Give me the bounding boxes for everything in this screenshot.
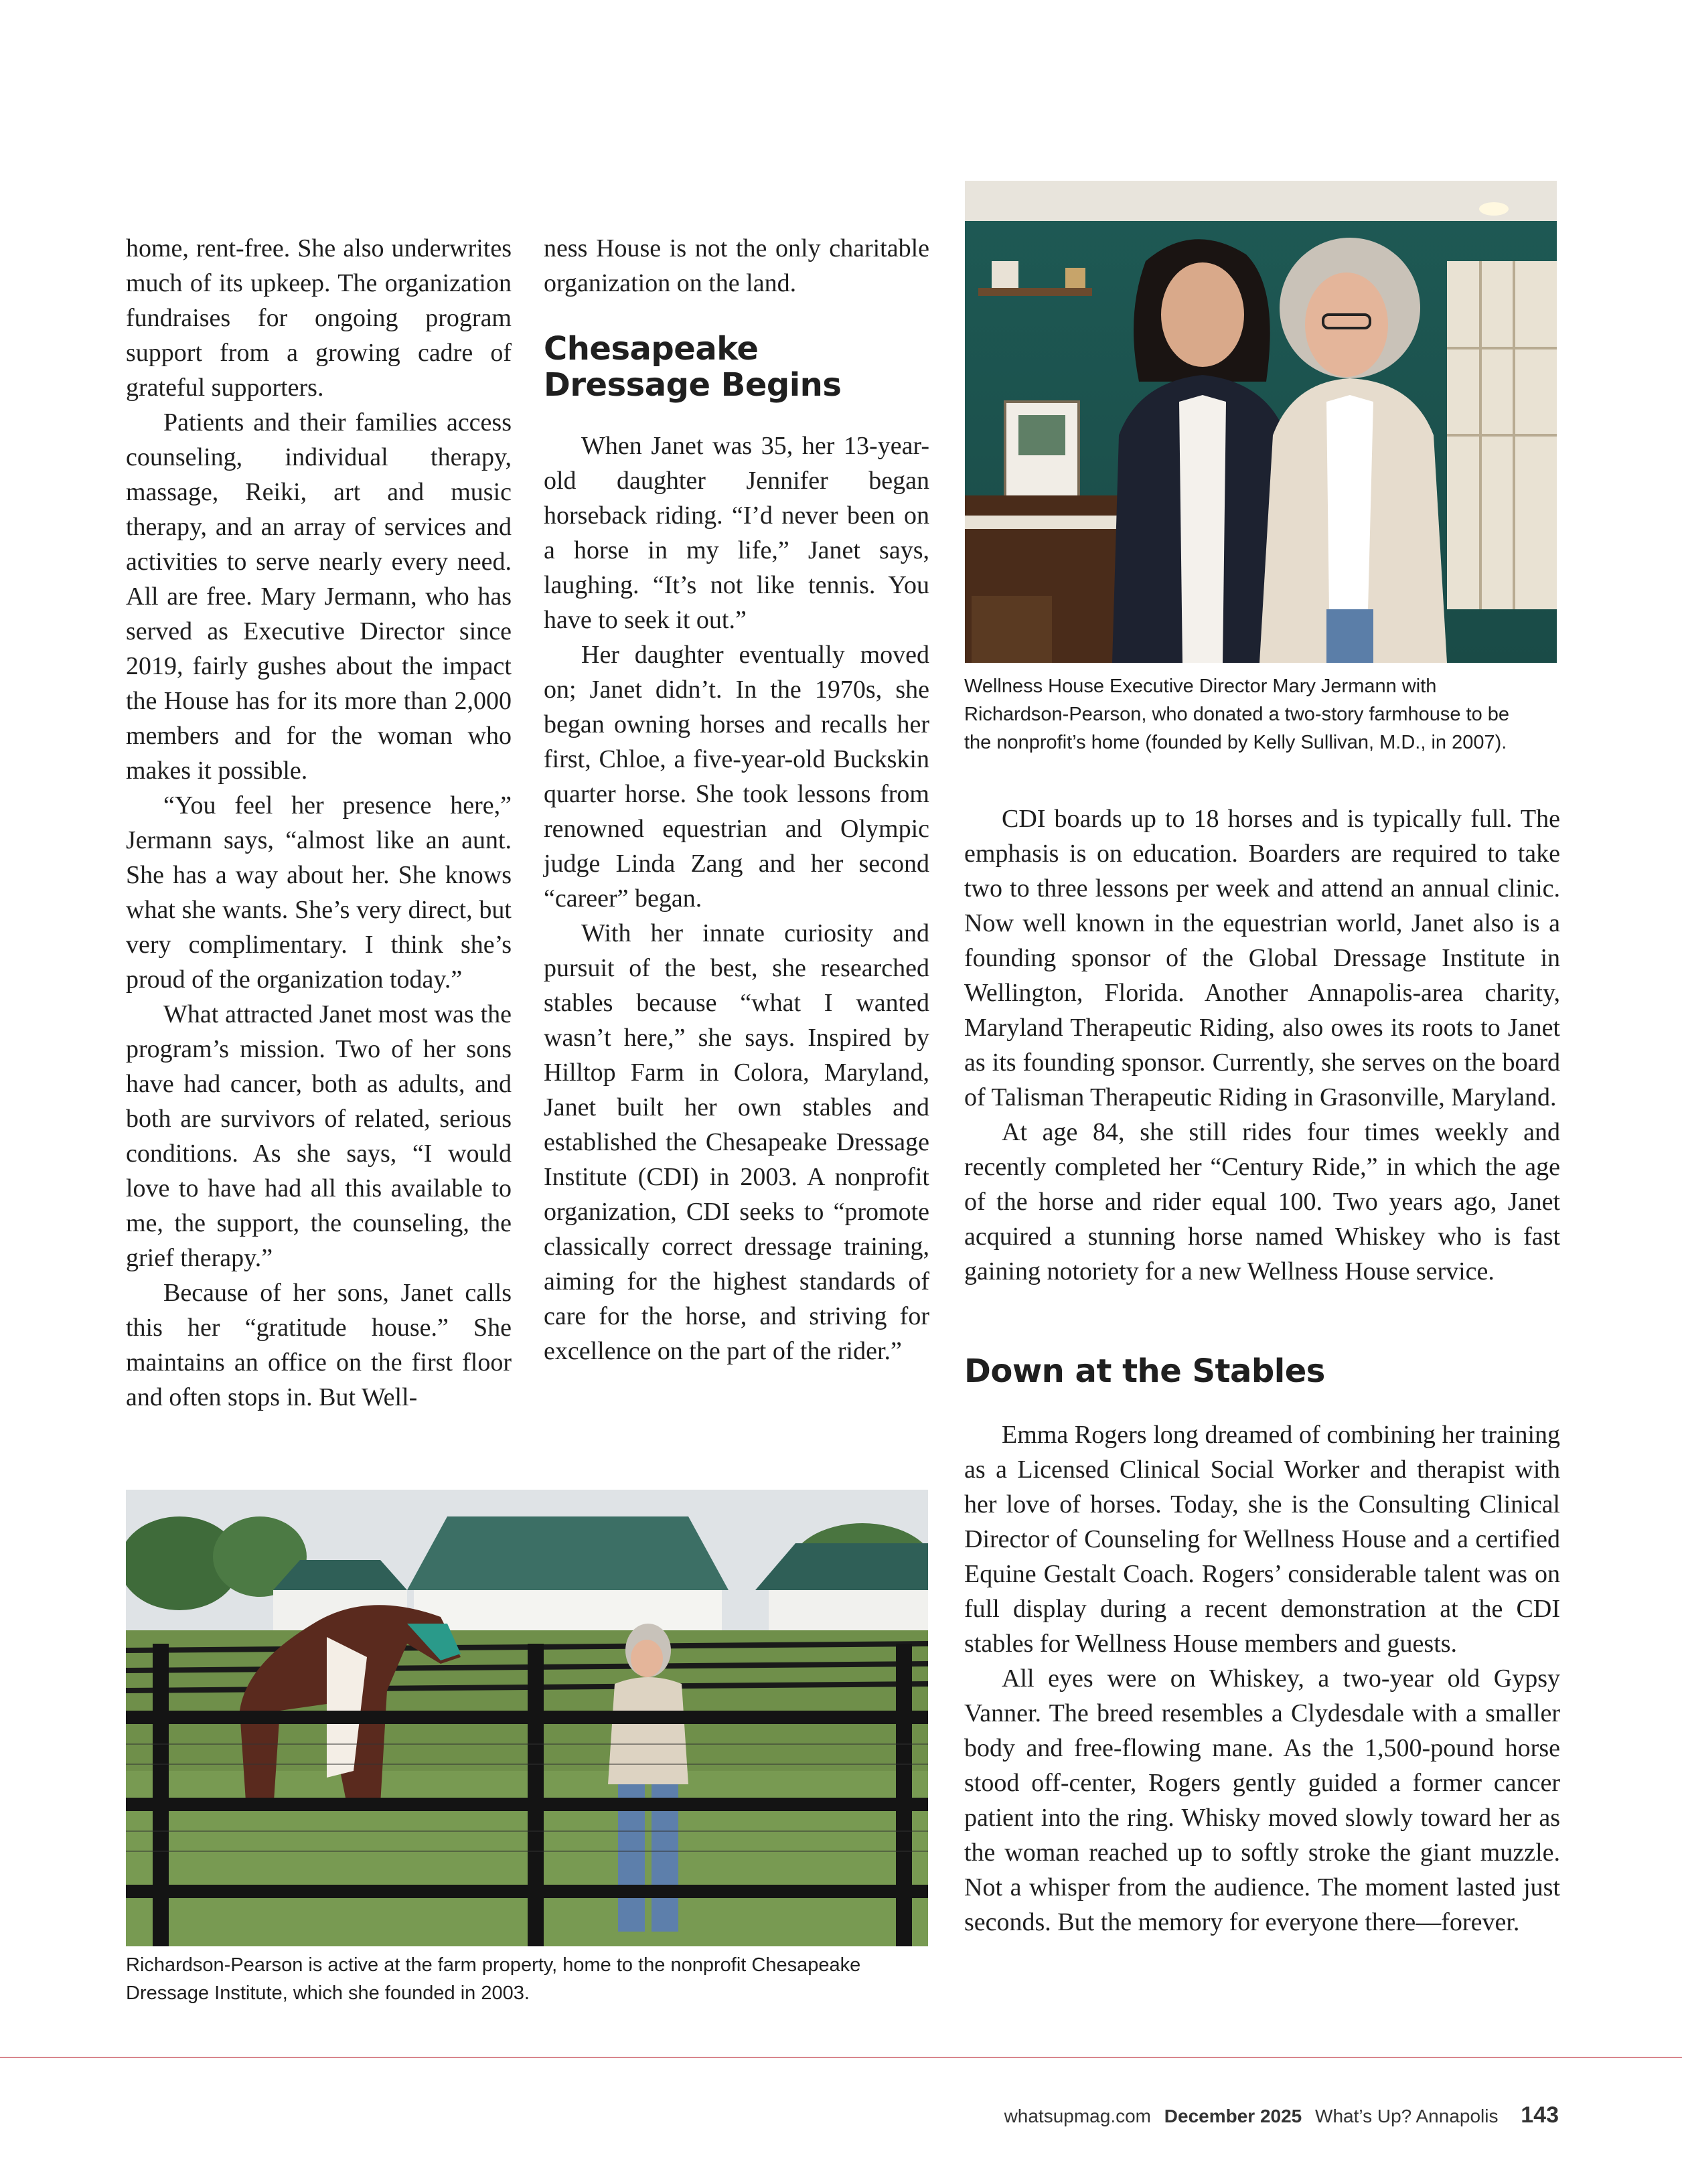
article-column-2 [544, 231, 929, 301]
portrait-photo [965, 181, 1557, 663]
article-column-2-body [544, 428, 929, 1369]
photo-caption-farm: Richardson-Pearson is active at the farm property, home to the nonprofit Chesapeake Dressage Institute, which she founded in 2003. [126, 1954, 861, 2004]
photo-caption-portrait: Wellness House Executive Director Mary Jermann with Richardson-Pearson, who donated a two-story farmhouse to be the nonprofit’s home (founded by Kelly Sullivan, M.D., in 2007). [964, 676, 1510, 753]
paragraph: Her daughter eventually moved on; Janet didn’t. In the 1970s, she began owning horses and recalls her first, Chloe, a five-year-old Buckskin quarter horse. She took lessons from renowned equestrian and Olympic judge Linda Zang and her second “career” began. [544, 641, 929, 913]
page-number: 143 [1521, 2102, 1559, 2128]
paragraph: Because of her sons, Janet calls this her “gratitude house.” She maintains an office on the first floor and often stops in. But Well- [126, 1279, 512, 1411]
footer-magazine: What’s Up? Annapolis [1315, 2106, 1499, 2126]
farm-photo-illustration [126, 1490, 928, 1946]
paragraph: “You feel her presence here,” Jermann says, “almost like an aunt. She has a way about her. She knows what she wants. She’s very direct, but very complimentary. I think she’s proud of the organization today.” [126, 791, 512, 994]
section-heading-chesapeake: Chesapeake Dressage Begins [544, 330, 842, 404]
farm-photo [126, 1490, 928, 1946]
article-column-3-top [964, 801, 1560, 1289]
paragraph: CDI boards up to 18 horses and is typically full. The emphasis is on education. Boarders are required to take two to three lessons per week and attend an annual clinic. Now well known in the equestrian world, Janet also is a founding sponsor of the Global Dressage Institute in Wellington, Florida. Another Annapolis-area charity, Maryland Therapeutic Riding, also owes its roots to Janet as its founding sponsor. Currently, she serves on the board of Talisman Therapeutic Riding in Grasonville, Maryland. [964, 805, 1560, 1111]
paragraph: At age 84, she still rides four times weekly and recently completed her “Century Ride,” in which the age of the horse and rider equal 100. Two years ago, Janet acquired a stunning horse named Whiskey who is fast gaining notoriety for a new Wellness House service. [964, 1118, 1560, 1285]
article-column-3-bottom [964, 1417, 1560, 1940]
paragraph: Patients and their families access counseling, individual therapy, massage, Reiki, art and music therapy, and an array of services and activities to serve nearly every need. All are free. Mary Jermann, who has served as Executive Director since 2019, fairly gushes about the impact the House has for its more than 2,000 members and for the woman who makes it possible. [126, 408, 512, 785]
footer-site: whatsupmag.com [1004, 2106, 1151, 2126]
paragraph: When Janet was 35, her 13-year-old daughter Jennifer began horseback riding. “I’d never been on a horse in my life,” Janet says, laughing. “It’s not like tennis. You have to seek it out.” [544, 432, 929, 634]
section-heading-stables: Down at the Stables [964, 1352, 1325, 1390]
portrait-photo-illustration [965, 181, 1557, 663]
page-footer [996, 2102, 1559, 2128]
article-column-1 [126, 231, 512, 1415]
footer-rule [0, 2057, 1682, 2058]
paragraph: All eyes were on Whiskey, a two-year old Gypsy Vanner. The breed resembles a Clydesdale with a smaller body and free-flowing mane. As the 1,500-pound horse stood off-center, Rogers gently guided a former cancer patient into the ring. Whisky moved slowly toward her as the woman reached up to softly stroke the giant muzzle. Not a whisper from the audience. The moment lasted just seconds. But the memory for everyone there—forever. [964, 1664, 1560, 1936]
paragraph: What attracted Janet most was the program’s mission. Two of her sons have had cancer, both as adults, and both are survivors of related, serious conditions. As she says, “I would love to have had all this available to me, the support, the counseling, the grief therapy.” [126, 1000, 512, 1272]
paragraph: With her innate curiosity and pursuit of the best, she researched stables because “what I wanted wasn’t here,” she says. Inspired by Hilltop Farm in Colora, Maryland, Janet built her own stables and established the Chesapeake Dressage Institute (CDI) in 2003. A nonprofit organization, CDI seeks to “promote classically correct dressage training, aiming for the highest standards of care for the horse, and striving for excellence on the part of the rider.” [544, 919, 929, 1365]
paragraph: Emma Rogers long dreamed of combining her training as a Licensed Clinical Social Worker and therapist with her love of horses. Today, she is the Consulting Clinical Director of Counseling for Wellness House and a certified Equine Gestalt Coach. Rogers’ considerable talent was on full display during a recent demonstration at the CDI stables for Wellness House members and guests. [964, 1421, 1560, 1658]
footer-issue: December 2025 [1164, 2106, 1302, 2126]
paragraph: home, rent-free. She also underwrites much of its upkeep. The organization fundraises for ongoing program support from a growing cadre of grateful supporters. [126, 234, 512, 402]
paragraph: ness House is not the only charitable organization on the land. [544, 234, 929, 297]
